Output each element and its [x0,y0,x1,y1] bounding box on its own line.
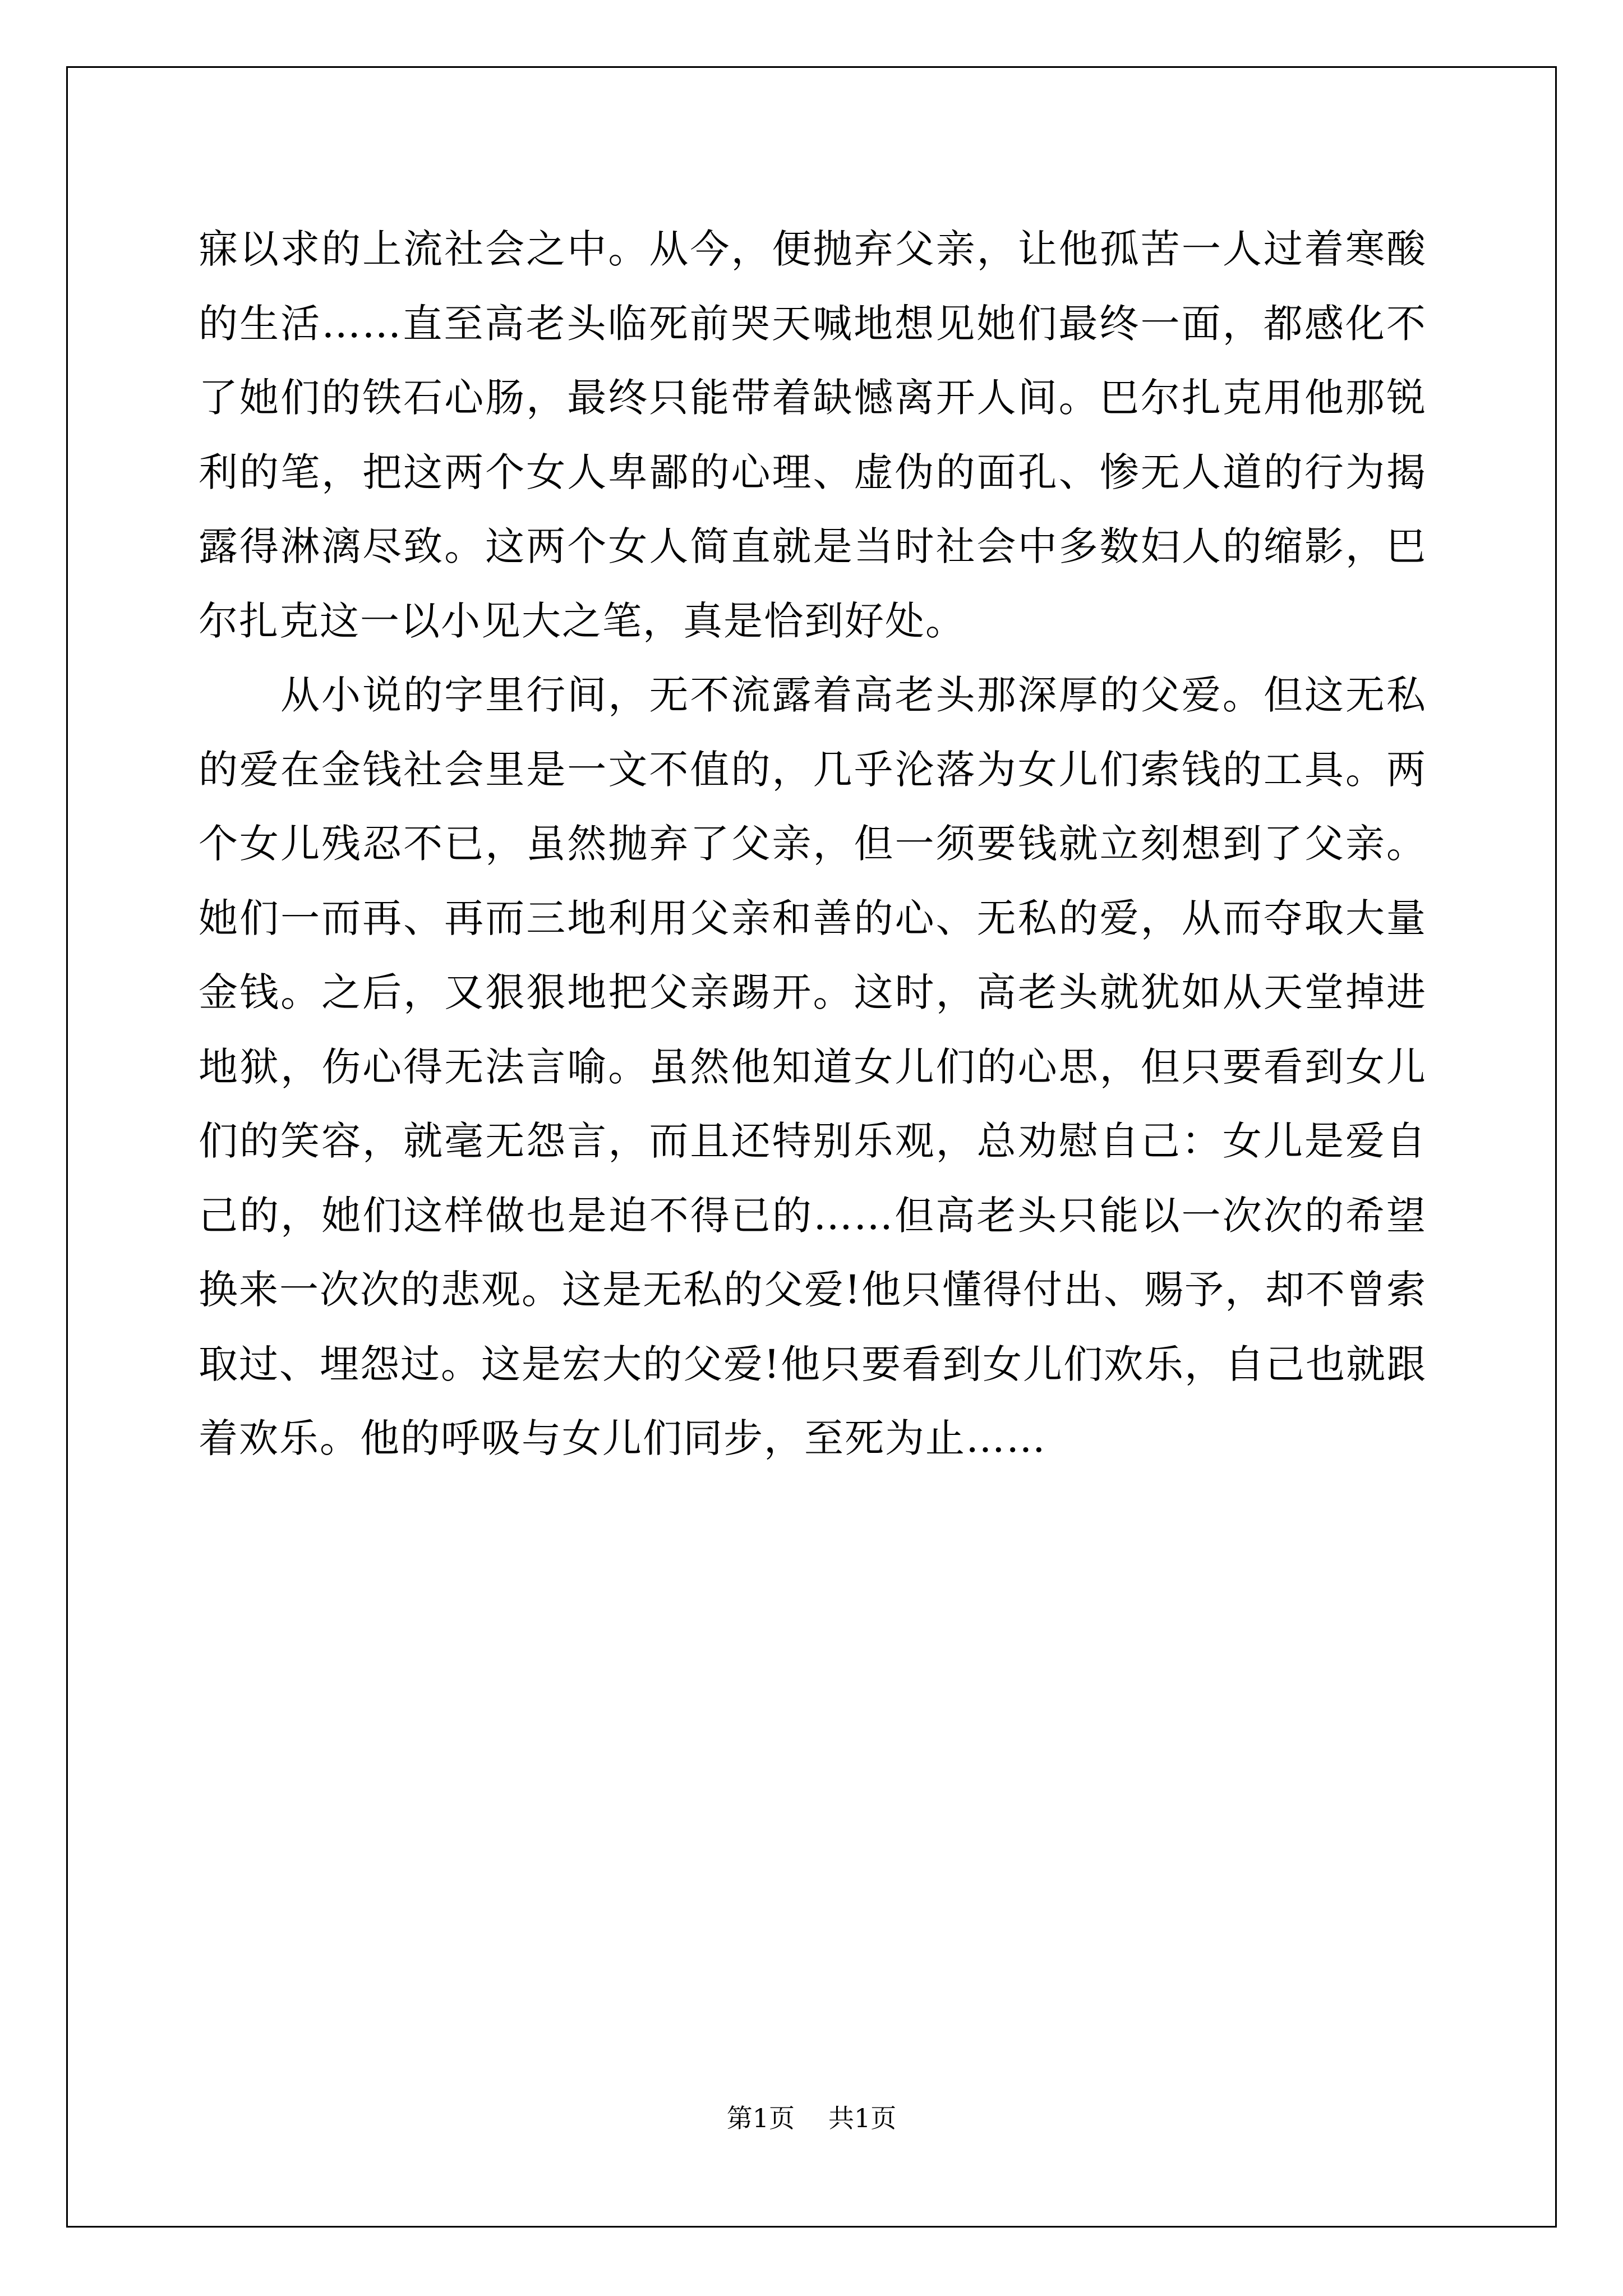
text-line: 着欢乐。他的呼吸与女儿们同步，至死为止…… [199,1415,1046,1461]
text-line: 的生活……直至高老头临死前哭天喊地想见她们最终一面，都感化不 [199,300,1427,347]
text-line: 露得淋漓尽致。这两个女人简直就是当时社会中多数妇人的缩影，巴 [199,523,1427,569]
page-footer [0,2098,1623,2135]
text-line: 她们一而再、再而三地利用父亲和善的心、无私的爱，从而夺取大量 [199,895,1427,941]
text-line: 们的笑容，就毫无怨言，而且还特别乐观，总劝慰自己：女儿是爱自 [199,1118,1427,1164]
text-line: 了她们的铁石心肠，最终只能带着缺憾离开人间。巴尔扎克用他那锐 [199,375,1427,421]
text-line: 取过、埋怨过。这是宏大的父爱!他只要看到女儿们欢乐，自己也就跟 [199,1341,1427,1387]
page-number: 第1页 [726,2103,795,2133]
text-line: 利的笔，把这两个女人卑鄙的心理、虚伪的面孔、惨无人道的行为揭 [199,449,1427,495]
document-body [199,212,1427,1476]
text-line: 金钱。之后，又狠狠地把父亲踢开。这时，高老头就犹如从天堂掉进 [199,969,1427,1015]
text-line: 换来一次次的悲观。这是无私的父爱!他只懂得付出、赐予，却不曾索 [199,1267,1427,1313]
text-line: 从小说的字里行间，无不流露着高老头那深厚的父爱。但这无私 [280,672,1427,718]
text-line: 的爱在金钱社会里是一文不值的，几乎沦落为女儿们索钱的工具。两 [199,746,1427,793]
paragraph-2 [199,658,1427,1476]
paragraph-1 [199,212,1427,658]
page-total: 共1页 [828,2103,897,2133]
text-line: 寐以求的上流社会之中。从今，便抛弃父亲，让他孤苦一人过着寒酸 [199,226,1427,272]
text-line: 尔扎克这一以小见大之笔，真是恰到好处。 [199,597,966,644]
text-line: 个女儿残忍不已，虽然抛弃了父亲，但一须要钱就立刻想到了父亲。 [199,821,1427,867]
text-line: 地狱，伤心得无法言喻。虽然他知道女儿们的心思，但只要看到女儿 [199,1043,1427,1090]
text-line: 己的，她们这样做也是迫不得已的……但高老头只能以一次次的希望 [199,1192,1427,1239]
